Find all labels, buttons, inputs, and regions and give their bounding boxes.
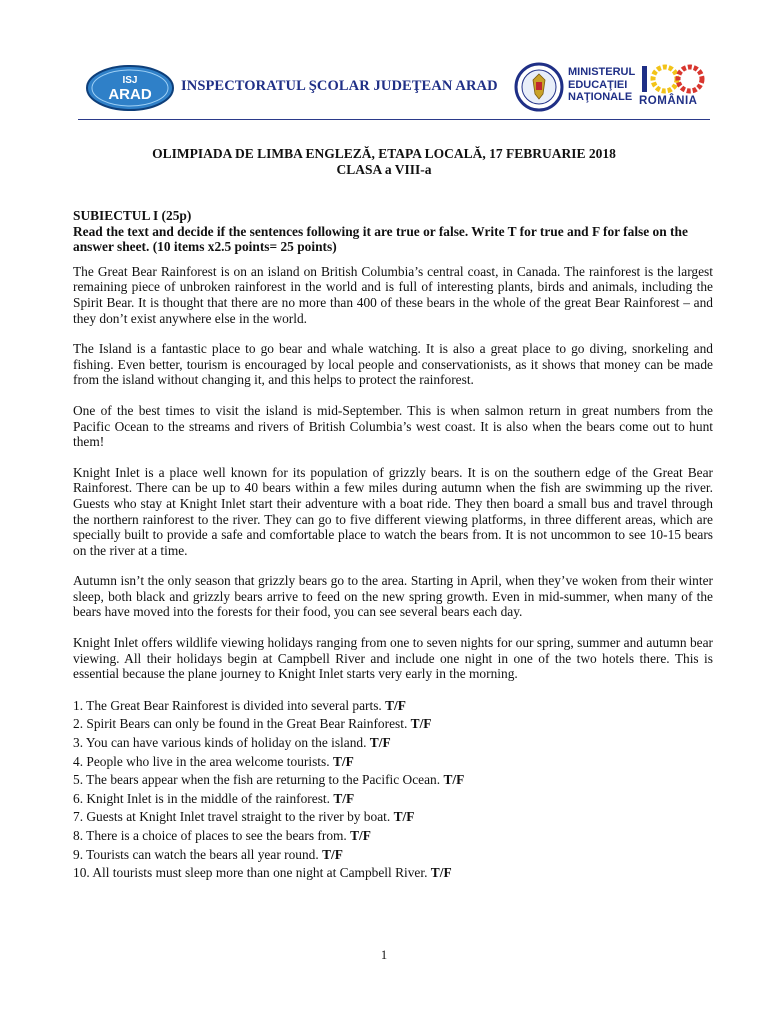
answer-tf-label: T/F <box>385 697 406 713</box>
question-text: 5. The bears appear when the fish are returning to the Pacific Ocean. <box>73 772 444 788</box>
ministry-name <box>568 66 635 104</box>
question-item <box>73 846 713 865</box>
question-item <box>73 715 713 734</box>
question-text: 4. People who live in the area welcome tourists. <box>73 753 333 769</box>
romania-centenary-logo <box>632 62 712 116</box>
question-item <box>73 771 713 790</box>
question-text: 3. You can have various kinds of holiday on the island. <box>73 735 370 751</box>
paragraph: Knight Inlet offers wildlife viewing holidays ranging from one to seven nights for our spring, summer and autumn bear viewing. All their holidays begin at Campbell River and include one night in one of the two hotels there. This is essential because the plane journey to Knight Inlet starts very early in the morning. <box>73 635 713 682</box>
paragraph: The Island is a fantastic place to go bear and whale watching. It is also a great place to go diving, snorkeling and fishing. Even better, tourism is encouraged by local people and conservationists, as it shows that money can be made from the island without changing it, and this helps to protect the rainforest. <box>73 341 713 388</box>
answer-tf-label: T/F <box>393 809 415 825</box>
true-false-items <box>73 697 713 883</box>
isj-logo-top-text: ISJ <box>122 75 138 86</box>
isj-logo-bottom-text: ARAD <box>108 86 152 103</box>
isj-arad-logo <box>86 64 174 112</box>
answer-tf-label: T/F <box>410 716 432 732</box>
paragraph: The Great Bear Rainforest is on an island on British Columbia’s central coast, in Canada. The rainforest is the largest remaining piece of unbroken rainforest in the world and is full of interesting plants, birds and animals, including the Spirit Bear. It is thought that there are no more than 400 of these bears in the whole of the great Bear Rainforest – and they don’t exist anywhere else in the world. <box>73 263 713 326</box>
exam-content <box>73 208 713 883</box>
question-text: 10. All tourists must sleep more than one night at Campbell River. <box>73 865 431 881</box>
paragraph: Knight Inlet is a place well known for its population of grizzly bears. It is on the southern edge of the Great Bear Rainforest. There can be up to 40 bears within a few miles during autumn when the fish are swimming up the river. Guests who stay at Knight Inlet start their adventure with a boat ride. They then board a small bus and travel through the northern rainforest to the river. They can go to five different viewing platforms, in three different areas, which are specially built to provide a safe and comfortable place to watch the bears from. It is not uncommon to see 10-15 bears on the river at a time. <box>73 464 713 558</box>
answer-tf-label: T/F <box>430 865 452 881</box>
question-item <box>73 864 713 883</box>
question-item <box>73 790 713 809</box>
page-number: 1 <box>380 948 388 962</box>
header-divider <box>78 119 710 120</box>
ministry-line-1: MINISTERUL <box>568 66 636 78</box>
class-title: CLASA a VIII-a <box>336 162 432 177</box>
answer-tf-label: T/F <box>369 735 391 751</box>
ministry-line-3: NAŢIONALE <box>568 91 633 103</box>
letterhead <box>78 58 708 116</box>
question-text: 6. Knight Inlet is in the middle of the rainforest. <box>73 790 334 806</box>
ministry-crest-logo <box>514 62 564 112</box>
question-item <box>73 753 713 772</box>
question-item <box>73 697 713 716</box>
paragraph: One of the best times to visit the island is mid-September. This is when salmon return in great numbers from the Pacific Ocean to the streams and rivers of British Columbia’s west coast. It is also when the bears come out to hunt them! <box>73 402 713 450</box>
question-text: 8. There is a choice of places to see the bears from. <box>73 828 351 843</box>
question-text: 1. The Great Bear Rainforest is divided into several parts. <box>73 697 386 713</box>
subject-heading: SUBIECTUL I (25p) <box>73 208 192 223</box>
question-text: 9. Tourists can watch the bears all year round. <box>73 846 323 862</box>
olympiad-title: OLIMPIADA DE LIMBA ENGLEZĂ, ETAPA LOCALĂ, 17 FEBRUARIE 2018 <box>152 146 616 161</box>
question-item <box>73 734 713 753</box>
question-item <box>73 808 713 827</box>
ministry-line-2: EDUCAŢIEI <box>568 78 628 91</box>
inspectorate-title: INSPECTORATUL ŞCOLAR JUDEŢEAN ARAD <box>181 78 498 94</box>
answer-tf-label: T/F <box>443 772 465 788</box>
answer-tf-label: T/F <box>333 790 355 806</box>
question-text: 7. Guests at Knight Inlet travel straight to the river by boat. <box>73 809 394 825</box>
question-item <box>73 827 713 846</box>
question-text: 2. Spirit Bears can only be found in the Great Bear Rainforest. <box>73 716 411 732</box>
answer-tf-label: T/F <box>350 828 371 843</box>
subject-instructions: Read the text and decide if the sentences following it are true or false. Write T for true and F for false on the answer sheet. (10 items x2.5 points= 25 points) <box>73 223 688 255</box>
paragraph: Autumn isn’t the only season that grizzly bears go to the area. Starting in April, when they’ve woken from their winter sleep, both black and grizzly bears arrive to feed on the new spring growth. Even in mid-summer, when many of the bears have moved into the forests for their food, you can see several bears each day. <box>73 573 713 620</box>
centenary-word: ROMÂNIA <box>639 95 698 107</box>
answer-tf-label: T/F <box>332 753 354 769</box>
answer-tf-label: T/F <box>322 846 343 862</box>
